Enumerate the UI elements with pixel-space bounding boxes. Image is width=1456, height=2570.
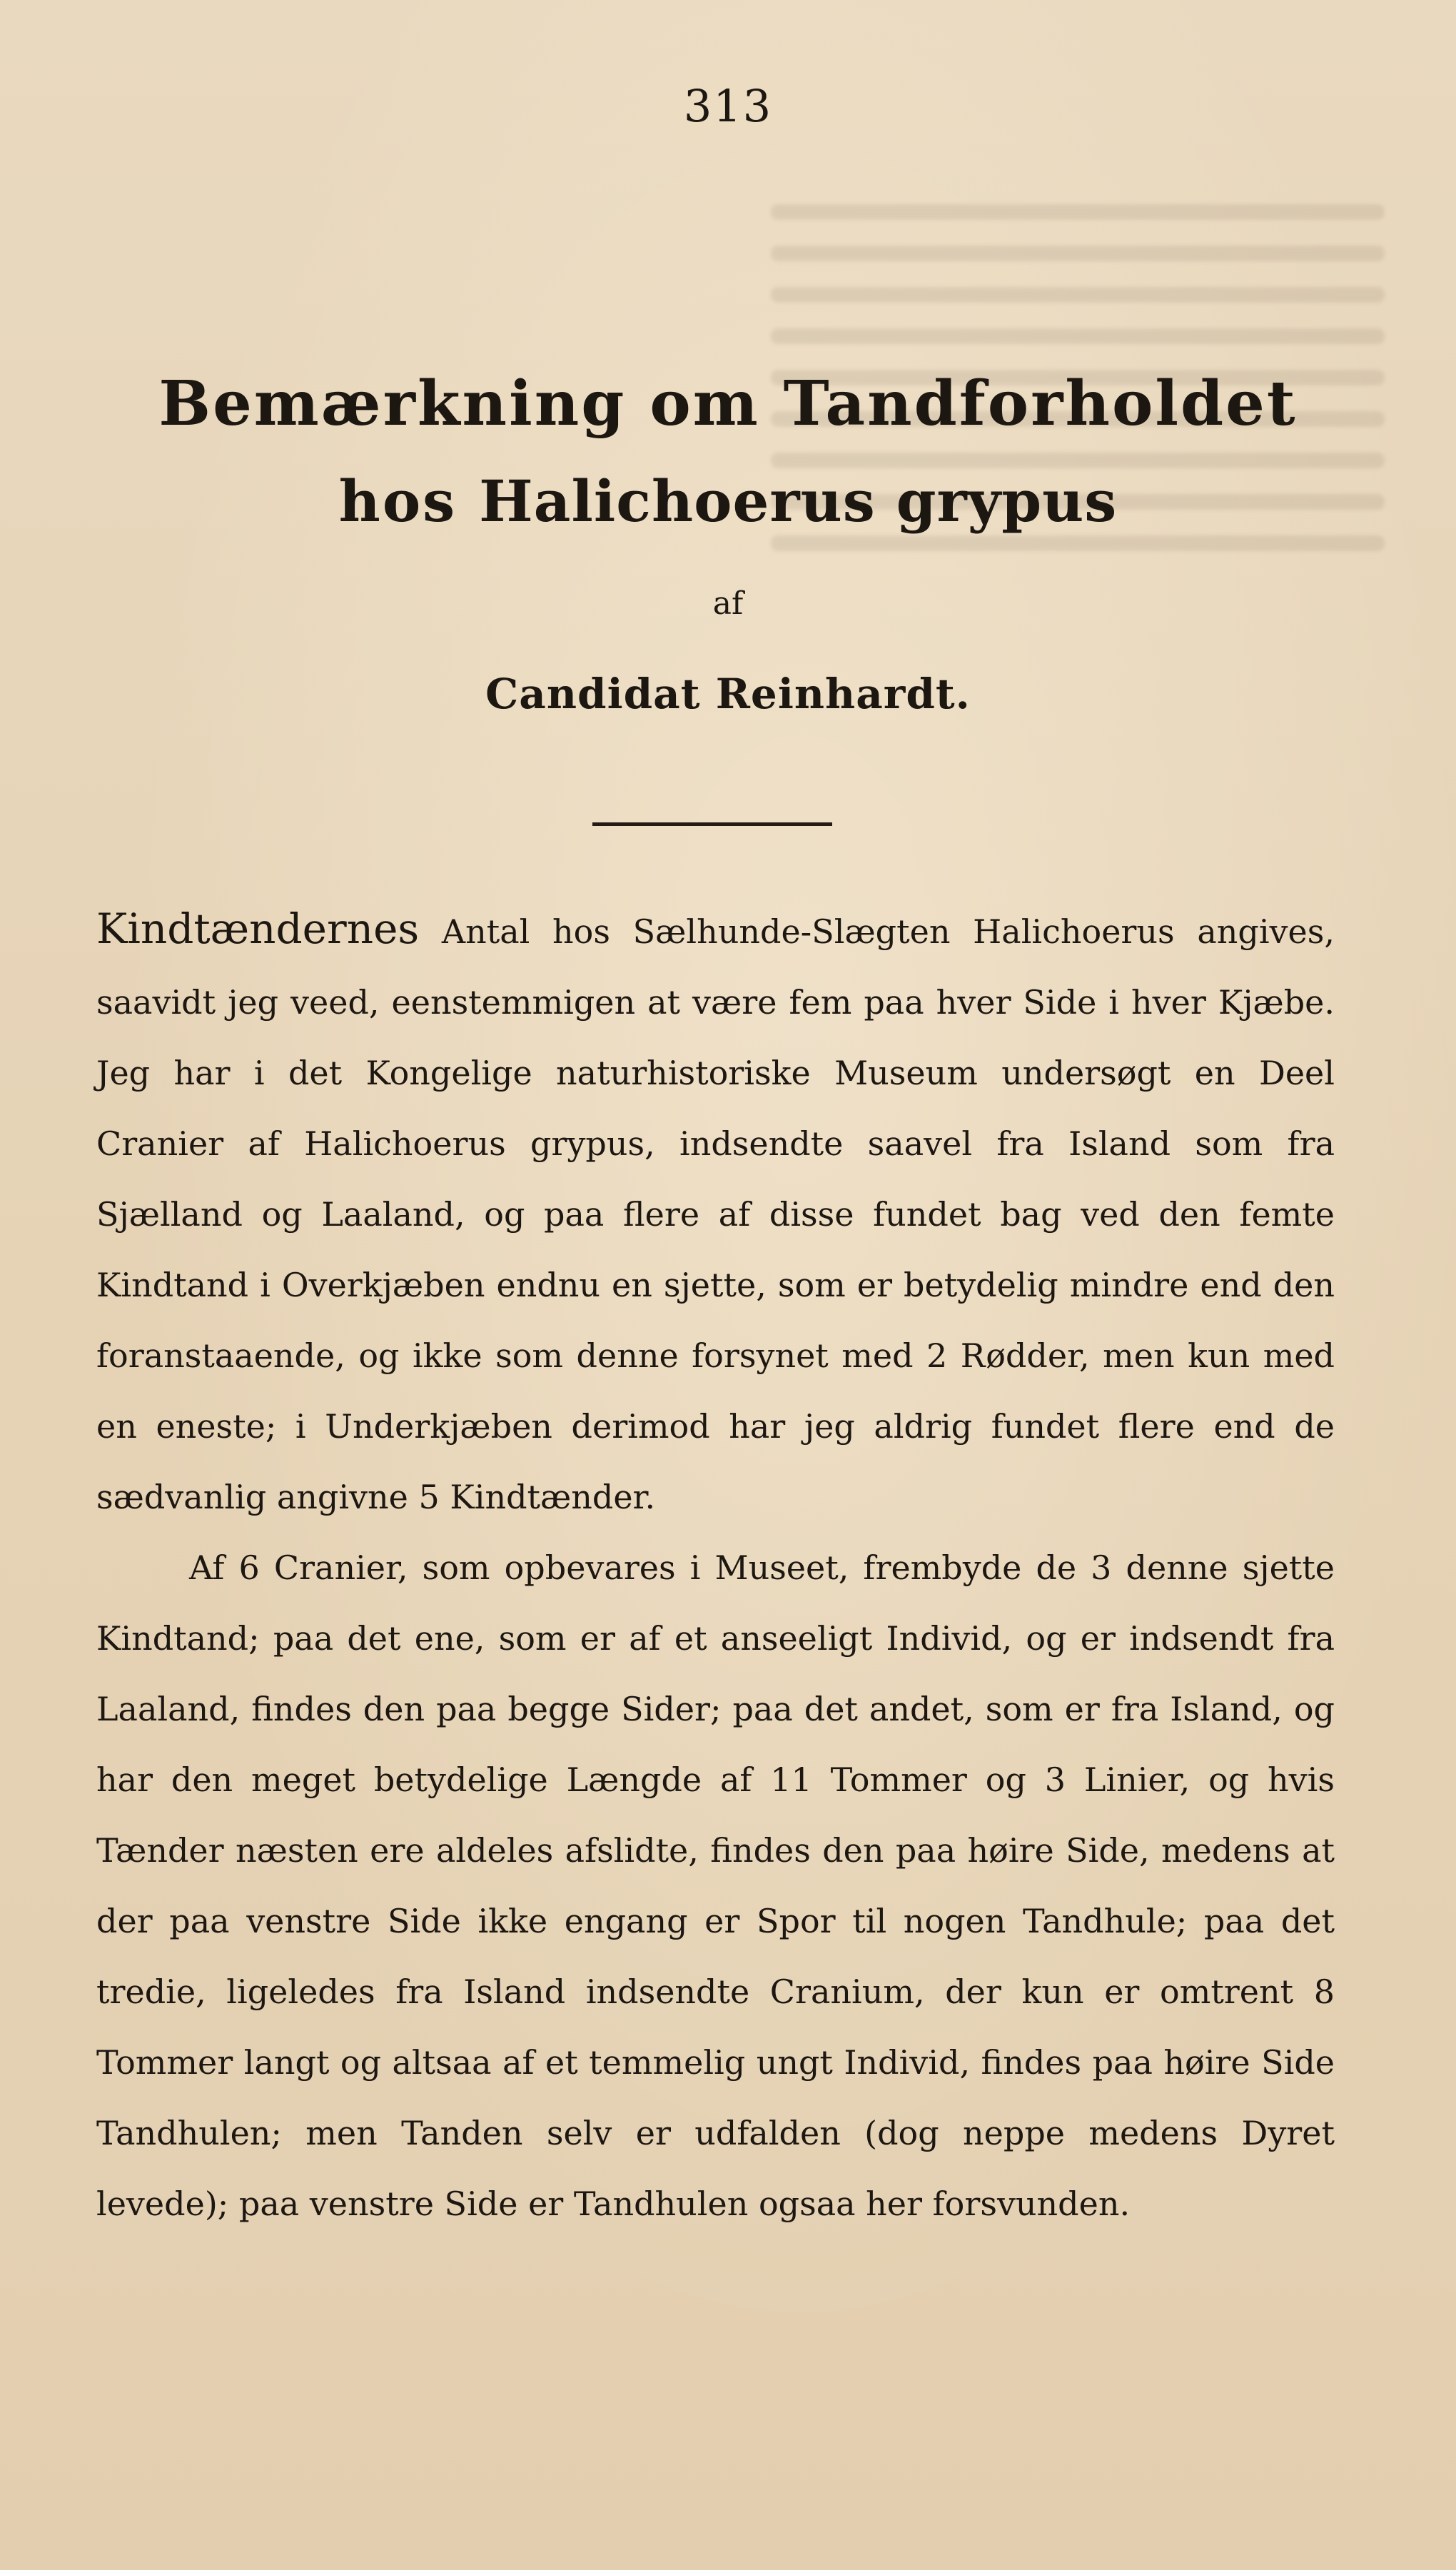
- paragraph-2: Af 6 Cranier, som opbevares i Museet, frembyde de 3 denne sjette Kindtand; paa det ene, som er af et anseeligt Individ, og er indsendt fra Laaland, findes den paa begge Sider; paa det andet, som er fra Island, og har den meget betydelige Længde af 11 Tommer og 3 Linier, og hvis Tænder næsten ere aldeles afslidte, findes den paa høire Side, medens at der paa venstre Side ikke engang er Spor til nogen Tandhule; paa det tredie, ligeledes fra Island indsendte Cranium, der kun er omtrent 8 Tommer langt og altsaa af et temmelig ungt Individ, findes paa høire Side Tandhulen; men Tanden selv er udfalden (dog neppe medens Dyret levede); paa venstre Side er Tandhulen ogsaa her forsvunden.: [96, 1548, 1335, 2223]
- byline-af: af: [712, 585, 744, 622]
- show-through-text: [771, 178, 1385, 735]
- species-name: Halichoerus grypus: [479, 468, 1118, 535]
- title-prefix: hos: [338, 468, 457, 535]
- page-number: 313: [683, 80, 773, 132]
- paragraph-1: [96, 894, 1335, 1533]
- article-body: [96, 894, 1335, 2239]
- paragraph-1-text: Antal hos Sælhunde-Slægten Halichoerus angives, saavidt jeg veed, eenstemmigen at være fem paa hver Side i hver Kjæbe. Jeg har i det Kongelige naturhistoriske Museum undersøgt en Deel Cranier af Halichoerus grypus, indsendte saavel fra Island som fra Sjælland og Laaland, og paa flere af disse fundet bag ved den femte Kindtand i Overkjæben endnu en sjette, som er betydelig mindre end den foranstaaende, og ikke som denne forsynet med 2 Rødder, men kun med en eneste; i Underkjæben derimod har jeg aldrig fundet flere end de sædvanlig angivne 5 Kindtænder.: [96, 912, 1335, 1516]
- article-title-line-2: [0, 468, 1456, 535]
- section-divider: [592, 822, 832, 826]
- author-name: Candidat Reinhardt.: [485, 670, 971, 718]
- paragraph-1-first-word: Kindtændernes: [96, 904, 420, 953]
- article-title-line-1: Bemærkning om Tandforholdet: [158, 368, 1298, 440]
